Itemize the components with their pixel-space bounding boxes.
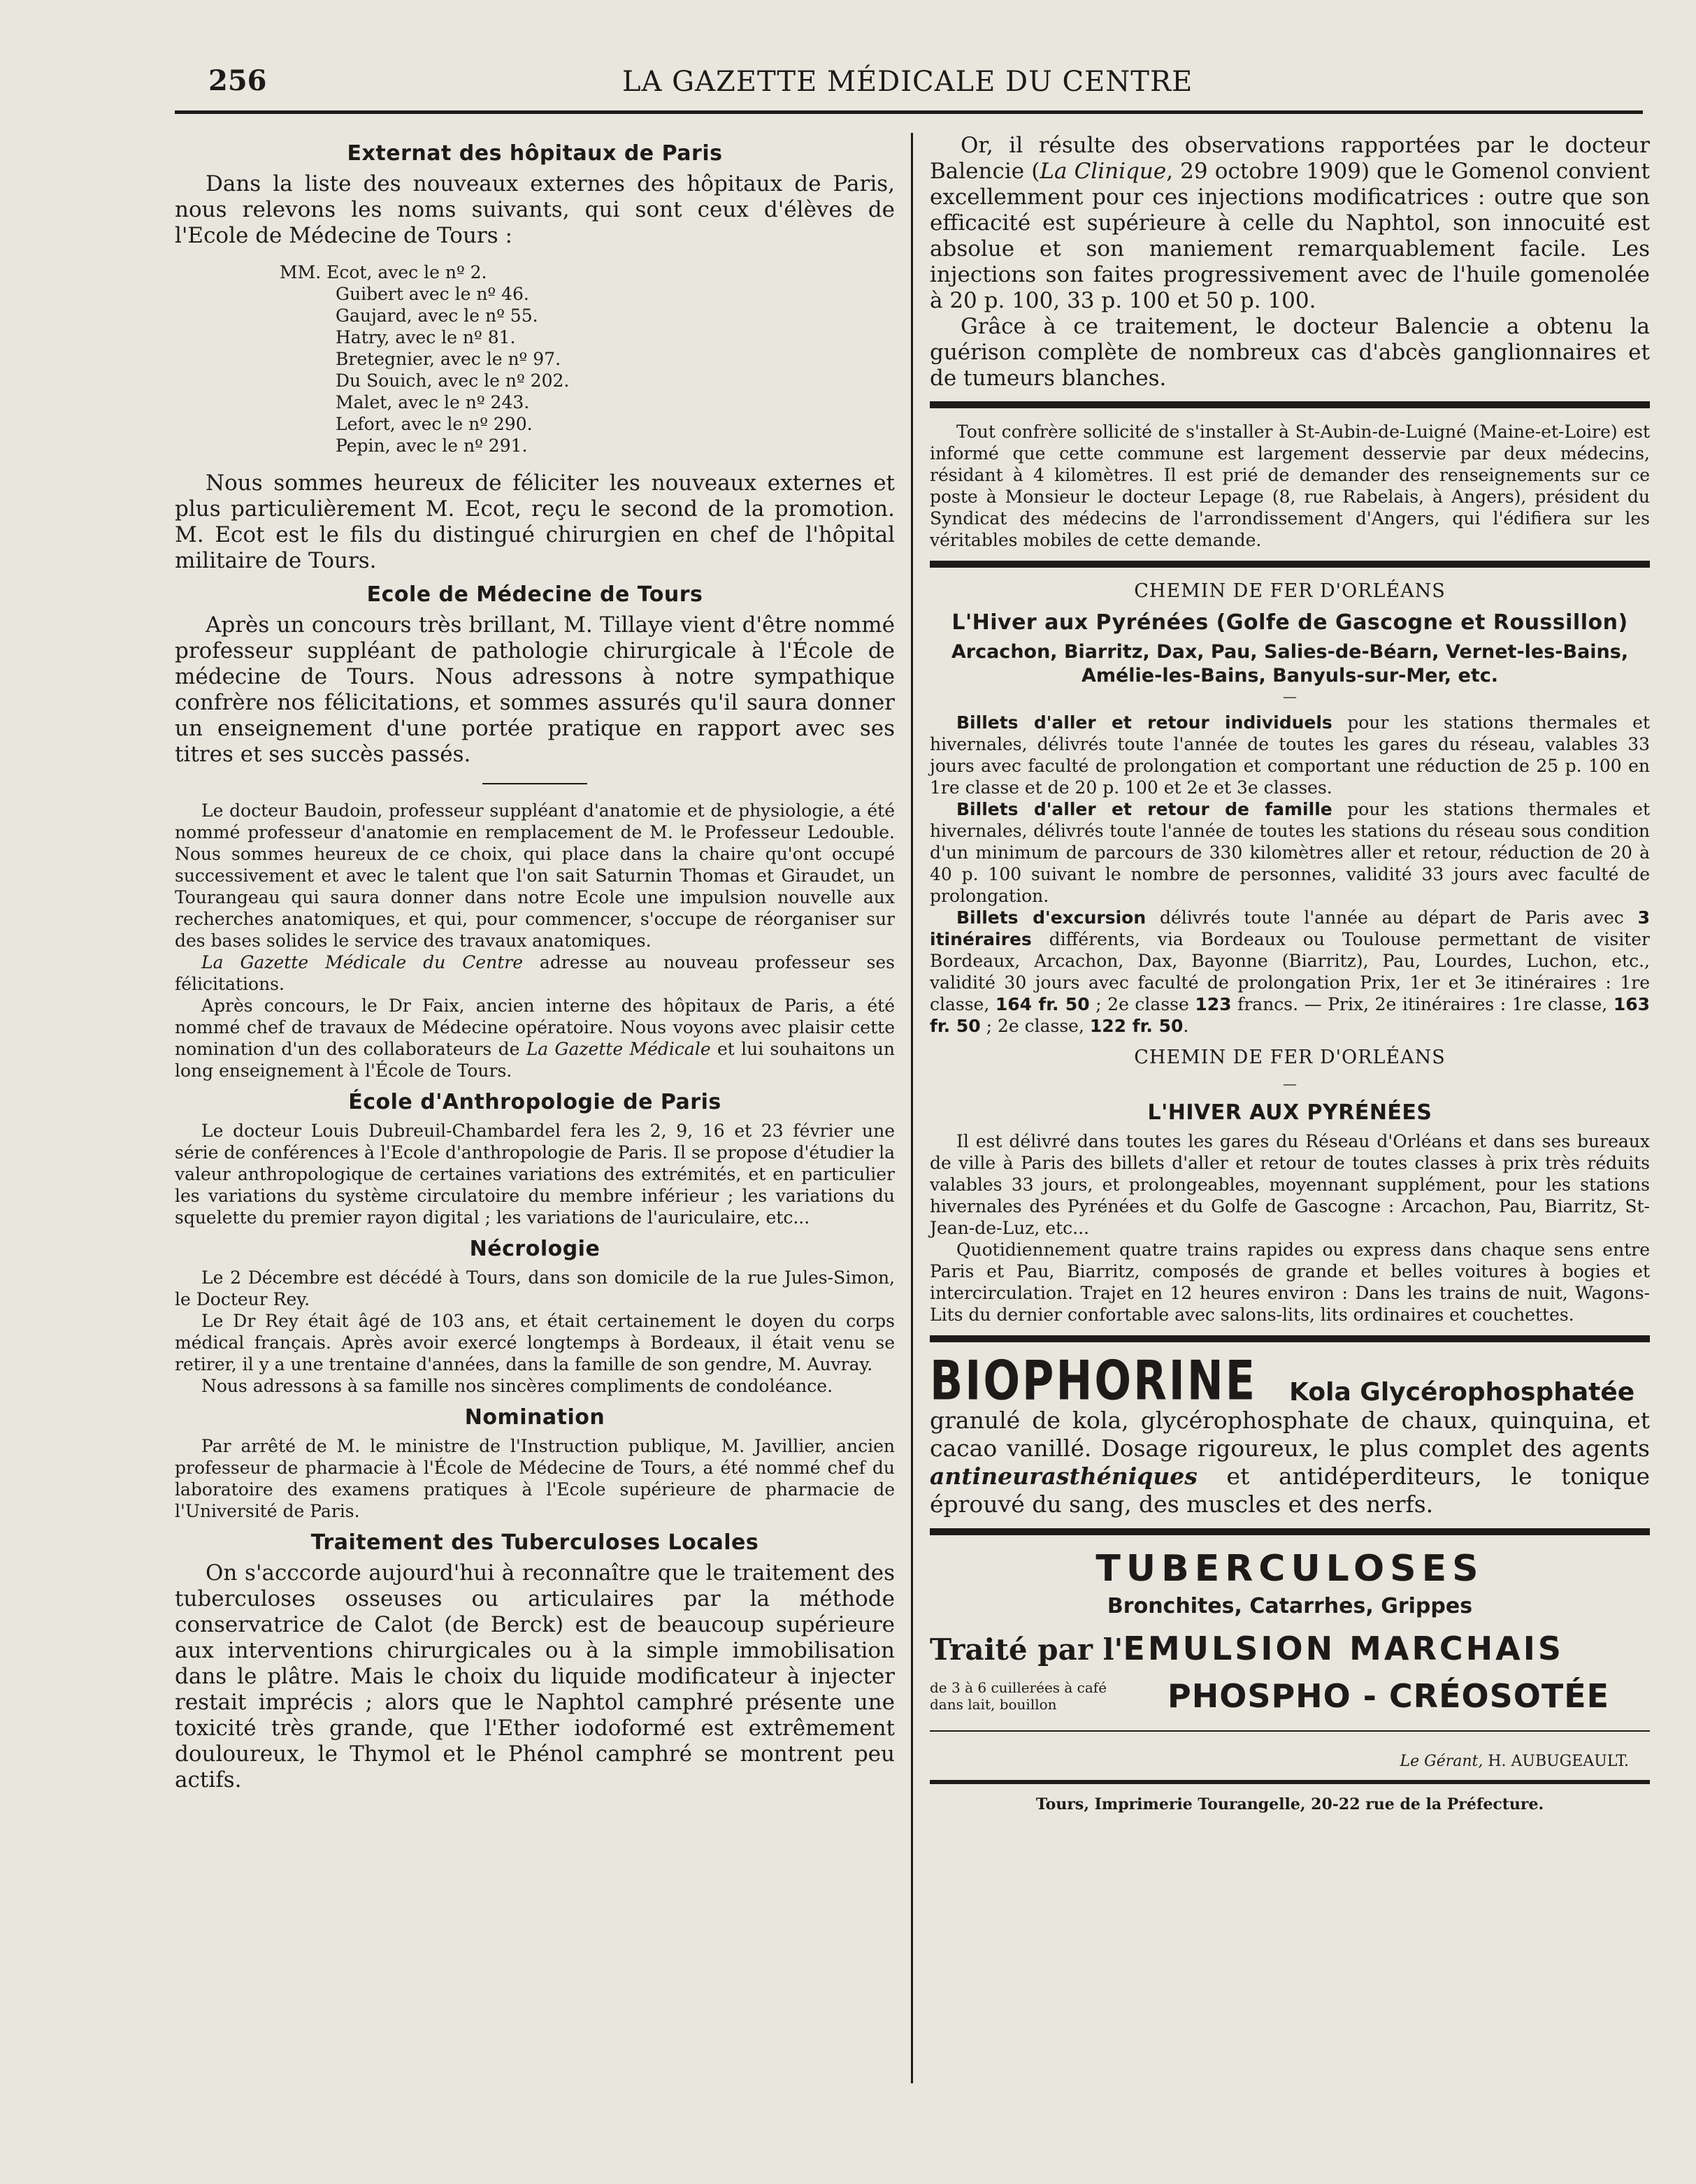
paragraph: Dans la liste des nouveaux externes des hôpitaux de Paris, nous relevons les noms suivants, qui sont ceux d'élèves de l'Ecole de Médecine de Tours : bbox=[175, 171, 895, 248]
journal-name: La Gazette Médicale bbox=[526, 1039, 711, 1059]
separator-thick bbox=[930, 561, 1650, 568]
anthropologie-section bbox=[175, 1090, 895, 1228]
text: pour les stations thermales et hivernales, délivrés toute l'année de toutes les stations du réseau sous condition d'un minimum de parcours de 330 kilomètres aller et retour, réduction de 20 à 40 p. 100 suivant le nombre de personnes, validité 33 jours avec faculté de prolongation. bbox=[930, 799, 1650, 906]
nomination-section bbox=[175, 1405, 895, 1522]
advert-brand-line bbox=[930, 1630, 1650, 1667]
brand-subtitle: Kola Glycérophosphatée bbox=[1289, 1378, 1635, 1407]
price: 123 bbox=[1195, 994, 1232, 1014]
paragraph: On s'acccorde aujourd'hui à reconnaître que le traitement des tuberculoses osseuses ou articulaires par la méthode conservatrice de Calot (de Berck) est de beaucoup supérieure aux interventions chirurgicales ou à la simple immobilisation dans le plâtre. Mais le choix du liquide modificateur à injecter restait imprécis ; alors que le Naphtol camphré présente une toxicité très grande, que l'Ether iodoformé est extrêmement douloureux, le Thymol et le Phénol camphré se montrent peu actifs. bbox=[175, 1560, 895, 1793]
paragraph: Le 2 Décembre est décédé à Tours, dans son domicile de la rue Jules-Simon, le Docteur Rey. bbox=[175, 1267, 895, 1309]
text: différents, via Bordeaux ou Toulouse permettant de visiter Bordeaux, Arcachon, Dax, Bayonne (Biarritz), Pau, Lourdes, Luchon, etc., validité 30 jours avec faculté de prolongation Prix, 1er et 3e itinéraires : 1re classe, bbox=[930, 929, 1650, 1014]
price: 164 fr. 50 bbox=[995, 994, 1090, 1014]
necrologie-section bbox=[175, 1237, 895, 1397]
paragraph bbox=[175, 951, 895, 995]
traite-text: Traité par l' bbox=[930, 1632, 1123, 1667]
page-number: 256 bbox=[208, 64, 267, 97]
advert-dose-row bbox=[930, 1677, 1650, 1715]
paragraph: Quotidiennement quatre trains rapides ou express dans chaque sens entre Paris et Pau, Biarritz, composés de grande et belles voitures à bogies et intercirculation. Trajet en 12 heures environ : Dans les trains de nuit, Wagons-Lits du dernier confortable avec salons-lits, lits ordinaires et couchettes. bbox=[930, 1240, 1650, 1325]
text: pour les stations thermales et hivernales, délivrés toute l'année de toutes les gares du réseau, valables 33 jours avec faculté de prolongation et comportant une réduction de 25 p. 100 en 1re classe et de 20 p. 100 et 2e et 3e classes. bbox=[930, 712, 1650, 798]
section-title: École d'Anthropologie de Paris bbox=[348, 1090, 721, 1114]
advert-text bbox=[930, 1407, 1650, 1518]
section-title: Traitement des Tuberculoses Locales bbox=[310, 1530, 759, 1555]
printer-imprint: Tours, Imprimerie Tourangelle, 20-22 rue de la Préfecture. bbox=[1035, 1795, 1544, 1813]
externat-section bbox=[175, 141, 895, 574]
text: ; 2e classe, bbox=[980, 1016, 1090, 1036]
separator-thick bbox=[930, 401, 1650, 408]
separator-thick bbox=[930, 1780, 1650, 1784]
paragraph bbox=[175, 995, 895, 1082]
text: . bbox=[1183, 1016, 1189, 1036]
text: et antidéperditeurs, le tonique éprouvé du sang, des muscles et des nerfs. bbox=[930, 1463, 1650, 1518]
left-column bbox=[175, 133, 895, 1793]
text: , 29 octobre 1909) que le Gomenol convient excellemment pour ces injections modificatrices : outre que son efficacité est supérieure à celle du Naphtol, son innocuité est absolue et son maniement remarquablement facile. Les injections son faites progressivement avec de l'huile gomenolée à 20 p. 100, 33 p. 100 et 50 p. 100. bbox=[930, 159, 1650, 313]
advert-subtitle: Bronchites, Catarrhes, Grippes bbox=[1107, 1594, 1473, 1618]
advert-header bbox=[930, 1348, 1650, 1413]
text: Après concours, le Dr Faix, ancien interne des hôpitaux de Paris, a été nommé chef de travaux de Médecine opératoire. Nous voyons avec plaisir cette nomination d'un des collaborateurs de bbox=[175, 996, 895, 1059]
section-title: Nécrologie bbox=[469, 1237, 601, 1261]
ticket-label: Billets d'aller et retour de famille bbox=[956, 799, 1332, 819]
emulsion-advert bbox=[930, 1548, 1650, 1715]
list-item: Hatry, avec le nº 81. bbox=[336, 327, 516, 347]
paragraph: Grâce à ce traitement, le docteur Balencie a obtenu la guérison complète de nombreux cas d'abcès ganglionnaires et de tumeurs blanches. bbox=[930, 314, 1650, 391]
text: adresse au nouveau professeur ses félicitations. bbox=[175, 952, 895, 994]
list-item: Bretegnier, avec le nº 97. bbox=[336, 349, 561, 369]
paragraph: Par arrêté de M. le ministre de l'Instruction publique, M. Javillier, ancien professeur de pharmacie à l'École de Médecine de Tours, a été nommé chef du laboratoire des examens pratiques à l'Ecole supérieure de pharmacie de l'Université de Paris. bbox=[175, 1436, 895, 1521]
list-item: MM. Ecot, avec le nº 2. bbox=[280, 262, 487, 282]
dosage-text: de 3 à 6 cuillerées à café dans lait, bouillon bbox=[930, 1679, 1107, 1713]
paragraph: Il est délivré dans toutes les gares du Réseau d'Orléans et dans ses bureaux de ville à Paris des billets d'aller et retour de toutes classes à prix très réduits valables 33 jours, et prolongeables, moyennant supplément, pour les stations hivernales des Pyrénées et du Golfe de Gascogne : Arcachon, Pau, Biarritz, St-Jean-de-Luz, etc... bbox=[930, 1131, 1650, 1238]
dash: — bbox=[1283, 688, 1297, 705]
names-list bbox=[280, 261, 895, 457]
emphasis: antineurasthéniques bbox=[930, 1463, 1198, 1490]
journal-name: La Gazette Médicale du Centre bbox=[201, 952, 523, 972]
dash: — bbox=[1283, 1075, 1297, 1092]
separator-thick bbox=[930, 1528, 1650, 1535]
list-item: Gaujard, avec le nº 55. bbox=[336, 306, 538, 326]
list-item: Du Souich, avec le nº 202. bbox=[336, 371, 570, 391]
paragraph: Le docteur Baudoin, professeur suppléant d'anatomie et de physiologie, a été nommé professeur d'anatomie en remplacement de M. le Professeur Ledouble. Nous sommes heureux de ce choix, qui place dans la chaire qu'ont occupé successivement et avec le talent que l'on sait Saturnin Thomas et Giraudet, un Tourangeau qui saura donner dans notre Ecole une impulsion nouvelle aux recherches anatomiques, et qui, pour commencer, s'occupe de réorganiser sur des bases solides le service des travaux anatomiques. bbox=[175, 800, 895, 951]
advert-title: TUBERCULOSES bbox=[1095, 1548, 1484, 1590]
section-title: Externat des hôpitaux de Paris bbox=[347, 141, 723, 166]
brand-name: EMULSION MARCHAIS bbox=[1123, 1630, 1565, 1667]
separator bbox=[930, 1730, 1650, 1732]
column-divider bbox=[911, 133, 913, 2083]
list-item: Pepin, avec le nº 291. bbox=[336, 436, 528, 456]
text: délivrés toute l'année au départ de Paris avec bbox=[1146, 907, 1638, 928]
list-item: Malet, avec le nº 243. bbox=[336, 392, 530, 412]
list-item: Guibert avec le nº 46. bbox=[336, 284, 529, 304]
text: Or, il résulte des observations rapportées par le docteur Balencie ( bbox=[930, 133, 1650, 184]
list-item: Lefort, avec le nº 290. bbox=[336, 414, 533, 434]
brand-name: BIOPHORINE bbox=[930, 1348, 1258, 1413]
paragraph bbox=[930, 133, 1650, 314]
text: et lui souhaitons un long enseignement à l'École de Tours. bbox=[175, 1039, 896, 1081]
orleans-advert-2 bbox=[930, 1047, 1650, 1326]
ticket-label: Billets d'excursion bbox=[956, 907, 1147, 928]
section-title: Nomination bbox=[464, 1405, 605, 1430]
header-rule bbox=[175, 110, 1643, 114]
text: granulé de kola, glycérophosphate de chaux, quinquina, et cacao vanillé. Dosage rigoureux, le plus complet des agents bbox=[930, 1407, 1650, 1462]
running-title: LA GAZETTE MÉDICALE DU CENTRE bbox=[622, 66, 1193, 98]
gerant-name: H. AUBUGEAULT. bbox=[1483, 1753, 1629, 1770]
paragraph bbox=[930, 907, 1650, 1037]
rail-heading: CHEMIN DE FER D'ORLÉANS bbox=[1134, 1047, 1446, 1068]
text: francs. — Prix, 2e itinéraires : 1re classe, bbox=[1231, 994, 1614, 1014]
price: 122 fr. 50 bbox=[1089, 1016, 1184, 1036]
paragraph bbox=[930, 712, 1650, 798]
ticket-label: Billets d'aller et retour individuels bbox=[956, 712, 1332, 733]
gerant-label: Le Gérant, bbox=[1400, 1753, 1483, 1770]
itineraries: 3 itinéraires bbox=[930, 907, 1650, 949]
paragraph bbox=[930, 798, 1650, 907]
text: ; 2e classe bbox=[1089, 994, 1195, 1014]
gomenol-section bbox=[930, 133, 1650, 391]
product-name: PHOSPHO - CRÉOSOTÉE bbox=[1167, 1677, 1610, 1715]
avis-section bbox=[930, 421, 1650, 551]
paragraph: Tout confrère sollicité de s'installer à St-Aubin-de-Luigné (Maine-et-Loire) est informé que cette commune est largement desservie par deux médecins, résidant à 4 kilomètres. Il est prié de demander des renseignements sur ce poste à Monsieur le docteur Lepage (8, rue Rabelais, à Angers), président du Syndicat des médecins de l'arrondissement d'Angers, qui l'édifiera sur les véritables mobiles de cette demande. bbox=[930, 422, 1650, 550]
paragraph: Nous sommes heureux de féliciter les nouveaux externes et plus particulièrement M. Ecot, reçu le second de la promotion. M. Ecot est le fils du distingué chirurgien en chef de l'hôpital militaire de Tours. bbox=[175, 470, 895, 573]
separator bbox=[482, 783, 587, 784]
paragraph: Nous adressons à sa famille nos sincères compliments de condoléance. bbox=[201, 1376, 833, 1396]
paragraph: Le Dr Rey était âgé de 103 ans, et était certainement le doyen du corps médical français. Après avoir exercé longtemps à Bordeaux, il était venu se retirer, il y a une trentaine d'années, dans la famille de son gendre, M. Auvray. bbox=[175, 1311, 895, 1374]
gerant-line bbox=[930, 1753, 1629, 1770]
stations-list: Arcachon, Biarritz, Dax, Pau, Salies-de-Béarn, Vernet-les-Bains, Amélie-les-Bains, Banyuls-sur-Mer, etc. bbox=[951, 641, 1629, 687]
biophorine-advert bbox=[930, 1348, 1650, 1518]
rail-heading: CHEMIN DE FER D'ORLÉANS bbox=[1134, 580, 1446, 602]
ecole-tours-section bbox=[175, 582, 895, 1082]
right-column bbox=[930, 133, 1650, 1813]
separator-thick bbox=[930, 1335, 1650, 1342]
tuberculoses-section bbox=[175, 1530, 895, 1793]
orleans-advert-1 bbox=[930, 580, 1650, 1037]
advert-title: L'Hiver aux Pyrénées (Golfe de Gascogne et Roussillon) bbox=[951, 610, 1628, 635]
price: 163 fr. 50 bbox=[930, 994, 1650, 1036]
section-title: Ecole de Médecine de Tours bbox=[366, 582, 703, 607]
advert-title: L'HIVER AUX PYRÉNÉES bbox=[1147, 1100, 1432, 1125]
paragraph: Le docteur Louis Dubreuil-Chambardel fera les 2, 9, 16 et 23 février une série de conférences à l'Ecole d'anthropologie de Paris. Il se propose d'étudier la valeur anthropologique de certaines variations des extrémités, et en particulier les variations du système circulatoire du membre inférieur ; les variations du squelette du premier rayon digital ; les variations de l'auriculaire, etc... bbox=[175, 1121, 895, 1228]
journal-name: La Clinique bbox=[1040, 159, 1167, 184]
paragraph: Après un concours très brillant, M. Tillaye vient d'être nommé professeur suppléant de pathologie chirurgicale à l'École de médecine de Tours. Nous adressons à notre sympathique confrère nos félicitations, et sommes assurés qu'il saura donner un enseignement d'une portée pratique en rapport avec ses titres et ses succès passés. bbox=[175, 612, 895, 767]
